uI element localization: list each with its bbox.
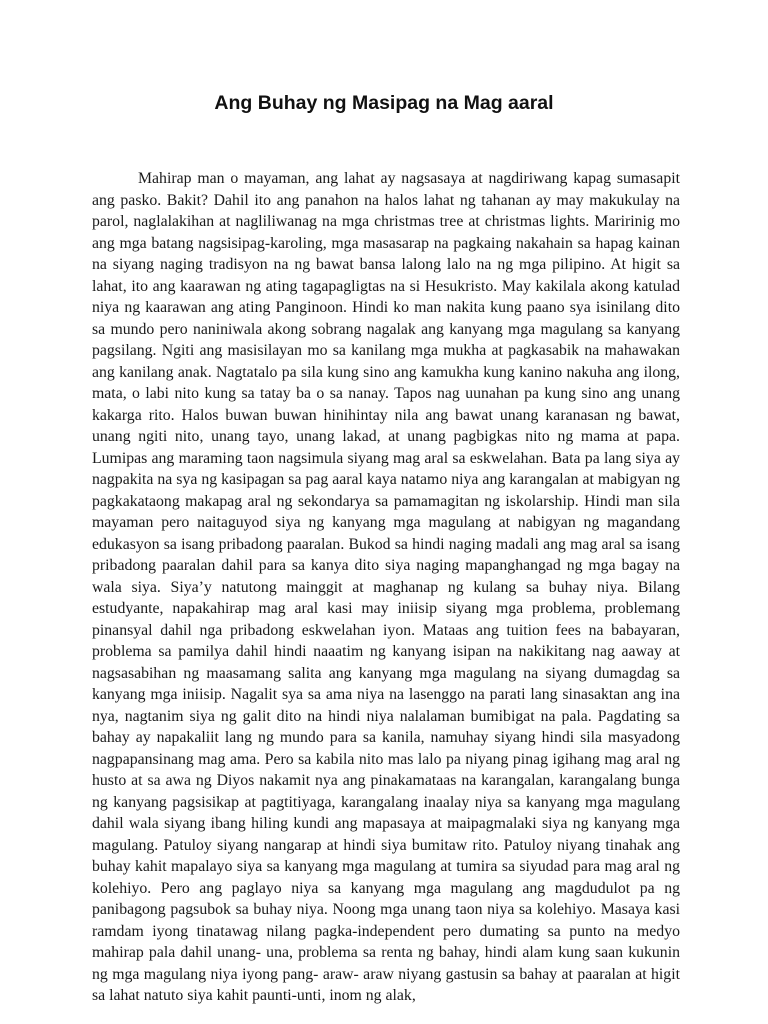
document-title: Ang Buhay ng Masipag na Mag aaral [214, 92, 554, 114]
body-paragraph: Mahirap man o mayaman, ang lahat ay nagsasaya at nagdiriwang kapag sumasapit ang pasko. Bakit? Dahil ito ang panahon na halos lahat ng tahanan ay may makukulay na parol, naglalakihan at nagliliwanag na mga christmas tree at christmas lights. Maririnig mo ang mga batang nagsisipag-karoling, mga masasarap na pagkaing nakahain sa hapag kainan na siyang naging tradisyon na ng bawat bansa lalong lalo na ng mga pilipino. At higit sa lahat, ito ang kaarawan ng ating tagapagligtas na si Hesukristo. May kakilala akong katulad niya ng kaarawan ang ating Panginoon. Hindi ko man nakita kung paano sya isinilang dito sa mundo pero naniniwala akong sobrang nagalak ang kanyang mga magulang sa kanyang pagsilang. Ngiti ang masisilayan mo sa kanilang mga mukha at pagkasabik na mahawakan ang kanilang anak. Nagtatalo pa sila kung sino ang kamukha kung kanino nakuha ang ilong, mata, o labi nito kung sa tatay ba o sa nanay. Tapos nag uunahan pa kung sino ang unang kakarga rito. Halos buwan buwan hinihintay nila ang bawat unang karanasan ng bawat, unang ngiti nito, unang tayo, unang lakad, at unang pagbigkas nito ng mama at papa. Lumipas ang maraming taon nagsimula siyang mag aral sa eskwelahan. Bata pa lang siya ay nagpakita na sya ng kasipagan sa pag aaral kaya natamo niya ang karangalan at mabigyan ng pagkakataong makapag aral ng sekondarya sa pamamagitan ng iskolarship. Hindi man sila mayaman pero naitaguyod siya ng kanyang mga magulang at nabigyan ng magandang edukasyon sa isang pribadong paaralan. Bukod sa hindi naging madali ang mag aral sa isang pribadong paaralan dahil para sa kanya dito siya naging mapanghangad ng mga bagay na wala siya. Siya’y natutong mainggit at maghanap ng kulang sa buhay niya. Bilang estudyante, napakahirap mag aral kasi may iniisip siyang mga problema, problemang pinansyal dahil nga pribadong eskwelahan iyon. Mataas ang tuition fees na babayaran, problema sa pamilya dahil hindi naaatim ng kanyang isipan na nakikitang nag aaway at nagsasabihan ng maasamang salita ang kanyang mga magulang na siyang dumagdag sa kanyang mga iniisip. Nagalit sya sa ama niya na lasenggo na parati lang sinasaktan ang ina nya, nagtanim siya ng galit dito na hindi niya nalalaman bumibigat na pala. Pagdating sa bahay ay napakaliit lang ng mundo para sa kanila, namuhay siyang hindi sila masyadong nagpapansinang mag ama. Pero sa kabila nito mas lalo pa niyang pinag igihang mag aral ng husto at sa awa ng Diyos nakamit nya ang pinakamataas na karangalan, karangalang bunga ng kanyang pagsisikap at pagtitiyaga, karangalang inaalay niya sa kanyang mga magulang dahil wala siyang ibang hiling kundi ang mapasaya at maipagmalaki siya ng kanyang mga magulang. Patuloy siyang nangarap at hindi siya bumitaw rito. Patuloy niyang tinahak ang buhay kahit mapalayo siya sa kanyang mga magulang at tumira sa siyudad para mag aral ng kolehiyo. Pero ang paglayo niya sa kanyang mga magulang ang magdudulot pa ng panibagong pagsubok sa buhay niya. Noong mga unang taon niya sa kolehiyo. Masaya kasi ramdam iyong tinatawag nilang pagka-independent pero dumating sa punto na medyo mahirap pala dahil unang- una, problema sa renta ng bahay, hindi alam kung saan kukunin ng mga magulang niya iyong pang- araw- araw niyang gastusin sa bahay at paaralan at higit sa lahat natuto siya kahit paunti-unti, inom ng alak, [92, 170, 680, 1004]
